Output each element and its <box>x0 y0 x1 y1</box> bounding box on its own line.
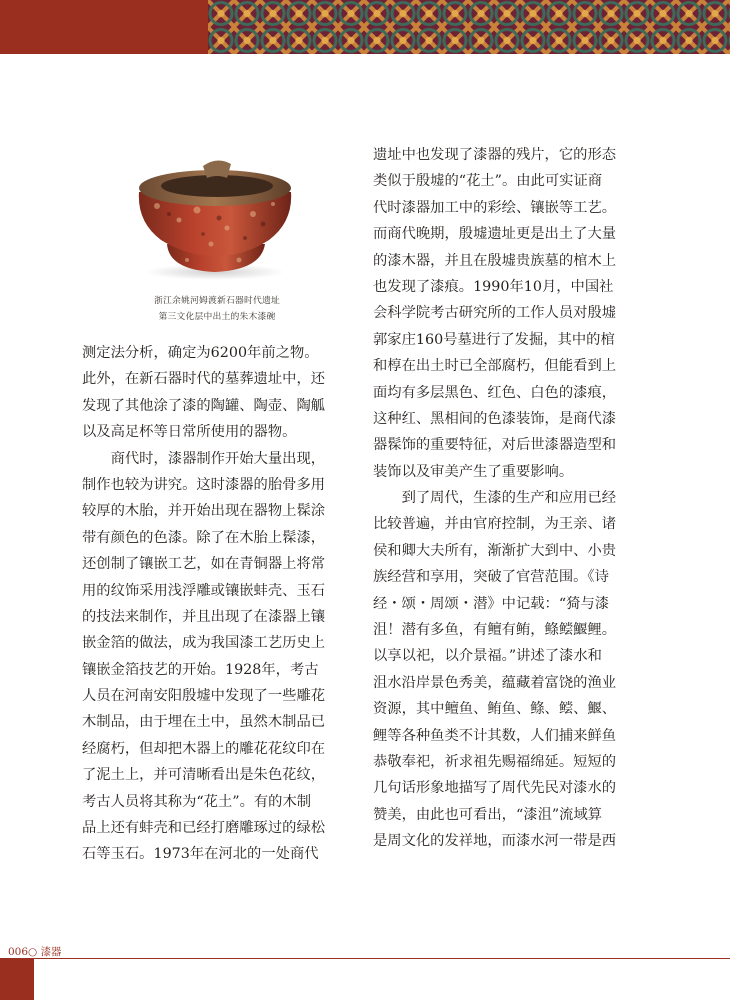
text-line: 较厚的木胎，并开始出现在器物上髹涂 <box>82 503 326 520</box>
text-line: 经腐朽，但却把木器上的雕花花纹印在 <box>82 740 326 757</box>
footer-corner-block <box>0 958 34 1000</box>
text-line: 了泥土上，并可清晰看出是朱色花纹， <box>82 767 326 784</box>
text-line: 测定法分析，确定为6200年前之物。 <box>82 345 319 361</box>
text-line: 鲤等各种鱼类不计其数，人们捕来鲜鱼 <box>373 727 617 744</box>
left-text-column <box>82 340 325 868</box>
text-line: 沮水沿岸景色秀美，蕴藏着富饶的渔业 <box>373 674 617 691</box>
text-line: 恭敬奉祀，祈求祖先赐福绵延。短短的 <box>373 753 617 770</box>
text-line: 会科学院考古研究所的工作人员对殷墟 <box>373 305 617 322</box>
header-ornament-pattern <box>208 0 730 54</box>
caption-line: 浙江余姚河姆渡新石器时代遗址 <box>154 296 280 306</box>
text-line: 到了周代，生漆的生产和应用已经 <box>373 490 617 507</box>
text-line: 类似于殷墟的“花土”。由此可实证商 <box>373 173 603 190</box>
text-line: 制作也较为讲究。这时漆器的胎骨多用 <box>82 476 326 493</box>
text-line: 此外，在新石器时代的墓葬遗址中，还 <box>82 371 326 388</box>
text-line: 商代时，漆器制作开始大量出现， <box>82 450 326 467</box>
text-line: 的漆木器，并且在殷墟贵族墓的棺木上 <box>373 252 617 269</box>
text-line: 面均有多层黑色、红色、白色的漆痕， <box>373 384 617 401</box>
text-line: 几句话形象地描写了周代先民对漆水的 <box>373 780 617 797</box>
text-line: 以及高足杯等日常所使用的器物。 <box>82 424 297 441</box>
text-line: 族经营和享用，突破了官营范围。《诗 <box>373 569 609 586</box>
text-line: 也发现了漆痕。1990年10月，中国社 <box>373 278 614 295</box>
text-line: 经・颂・周颂・潜》中记载：“猗与漆 <box>373 595 610 612</box>
page-footer <box>0 941 730 961</box>
text-line: 木制品，由于埋在土中，虽然木制品已 <box>82 714 326 731</box>
header-band <box>0 0 208 54</box>
text-line: 比较普遍，并由官府控制，为王亲、诸 <box>373 516 617 533</box>
text-line: 带有颜色的色漆。除了在木胎上髹漆， <box>82 529 326 546</box>
text-line: 器髹饰的重要特征，对后世漆器造型和 <box>373 437 617 454</box>
text-line: 人员在河南安阳殷墟中发现了一些雕花 <box>82 688 326 705</box>
text-line: 以享以祀，以介景福。”讲述了漆水和 <box>373 648 602 665</box>
text-line: 用的纹饰采用浅浮雕或镶嵌蚌壳、玉石 <box>82 582 326 599</box>
book-title: 漆器 <box>40 946 62 958</box>
text-line: 而商代晚期，殷墟遗址更是出土了大量 <box>373 226 617 243</box>
lacquer-bowl-photo <box>127 148 303 282</box>
text-line: 和椁在出土时已全部腐朽，但能看到上 <box>373 358 617 375</box>
footer-rule <box>0 958 730 959</box>
text-line: 考古人员将其称为“花土”。有的木制 <box>82 793 312 810</box>
text-line: 侯和卿大夫所有，渐渐扩大到中、小贵 <box>373 542 617 559</box>
text-line: 遗址中也发现了漆器的残片，它的形态 <box>373 147 617 163</box>
text-line: 沮！潜有多鱼，有鳣有鲔，鲦鲿鰋鲤。 <box>373 622 617 639</box>
caption-line: 第三文化层中出土的朱木漆碗 <box>158 312 276 322</box>
text-line: 品上还有蚌壳和已经打磨雕琢过的绿松 <box>82 820 326 837</box>
page-number: 006 <box>8 946 29 958</box>
text-line: 赞美，由此也可看出，“漆沮”流域算 <box>373 806 603 823</box>
text-line: 代时漆器加工中的彩绘、镶嵌等工艺。 <box>373 199 617 216</box>
text-line: 装饰以及审美产生了重要影响。 <box>373 463 574 480</box>
text-line: 发现了其他涂了漆的陶罐、陶壶、陶觚 <box>82 397 326 414</box>
text-line: 嵌金箔的做法，成为我国漆工艺历史上 <box>82 635 326 652</box>
right-text-column <box>373 142 616 855</box>
text-line: 石等玉石。1973年在河北的一处商代 <box>82 846 319 863</box>
text-line: 是周文化的发祥地，而漆水河一带是西 <box>373 833 617 850</box>
text-line: 的技法来制作，并且出现了在漆器上镶 <box>82 608 326 625</box>
footer-text <box>8 944 62 959</box>
circle-icon: ○ <box>28 946 38 958</box>
figure-caption <box>124 293 310 325</box>
text-line: 这种红、黑相间的色漆装饰，是商代漆 <box>373 410 617 427</box>
text-line: 镶嵌金箔技艺的开始。1928年，考古 <box>82 661 319 678</box>
text-line: 还创制了镶嵌工艺，如在青铜器上将常 <box>82 556 326 573</box>
text-line: 资源，其中鳣鱼、鲔鱼、鲦、鲿、鰋、 <box>373 701 617 718</box>
text-line: 郭家庄160号墓进行了发掘，其中的棺 <box>373 331 615 348</box>
